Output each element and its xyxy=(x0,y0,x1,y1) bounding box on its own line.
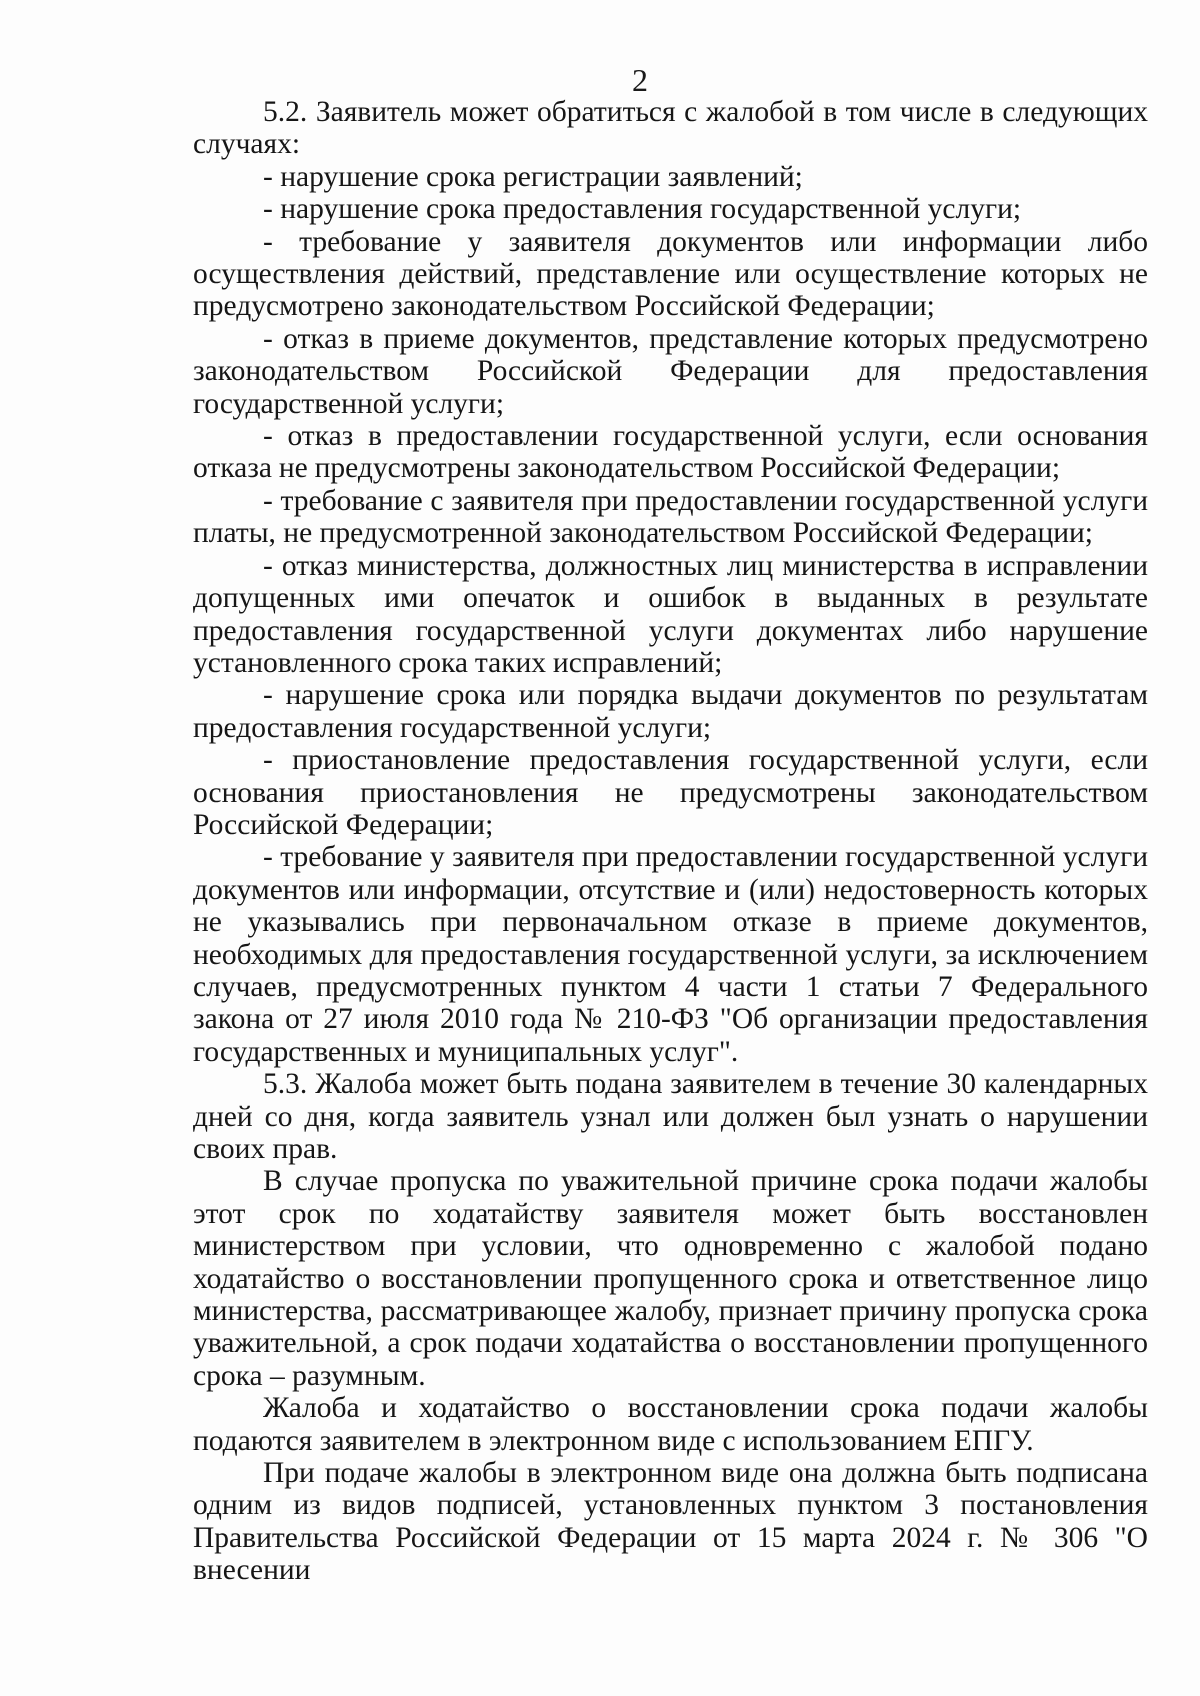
paragraph-signature-requirement: При подаче жалобы в электронном виде она должна быть подписана одним из видов подписей, установленных пунктом 3 постановления Правительства Российской Федерации от 15 марта 2024 г. № 306 "О внесении xyxy=(193,1457,1148,1587)
list-item-fee-requirement: - требование с заявителя при предоставлении государственной услуги платы, не предусмотренной законодательством Российской Федерации; xyxy=(193,484,1148,550)
list-item-registration-deadline: - нарушение срока регистрации заявлений; xyxy=(263,160,803,193)
paragraph-electronic-submission: Жалоба и ходатайство о восстановлении срока подачи жалобы подаются заявителем в электронном виде с использованием ЕПГУ. xyxy=(193,1392,1148,1457)
page-number: 2 xyxy=(632,62,648,98)
list-item-refusal-acceptance: - отказ в приеме документов, представление которых предусмотрено законодательством Российской Федерации для предоставления государственной услуги; xyxy=(193,322,1148,420)
list-item-refusal-service: - отказ в предоставлении государственной услуги, если основания отказа не предусмотрены законодательством Российской Федерации; xyxy=(193,420,1148,485)
paragraph-5-2-intro: 5.2. Заявитель может обратиться с жалобой в том числе в следующих случаях: xyxy=(193,96,1148,161)
paragraph-deadline-restoration: В случае пропуска по уважительной причине срока подачи жалобы этот срок по ходатайству заявителя может быть восстановлен министерством при условии, что одновременно с жалобой подано ходатайство о восстановлении пропущенного срока и ответственное лицо министерства, рассматривающее жалобу, признает причину пропуска срока уважительной, а срок подачи ходатайства о восстановлении пропущенного срока – разумным. xyxy=(193,1165,1148,1392)
list-item-missing-documents: - требование у заявителя при предоставлении государственной услуги документов или информации, отсутствие и (или) недостоверность которых не указывались при первоначальном отказе в приеме документов, необходимых для предоставления государственной услуги, за исключением случаев, предусмотренных пунктом 4 части 1 статьи 7 Федерального закона от 27 июля 2010 года № 210-ФЗ "Об организации предоставления государственных и муниципальных услуг". xyxy=(193,841,1148,1068)
document-body xyxy=(193,96,1148,1587)
list-item-service-deadline: - нарушение срока предоставления государственной услуги; xyxy=(263,193,1022,226)
list-item-suspension: - приостановление предоставления государственной услуги, если основания приостановления не предусмотрены законодательством Российской Федерации; xyxy=(193,744,1148,841)
list-item-correction-refusal: - отказ министерства, должностных лиц министерства в исправлении допущенных ими опечаток и ошибок в выданных в результате предоставления государственной услуги документах либо нарушение установленного срока таких исправлений; xyxy=(193,549,1148,679)
paragraph-5-3-deadline: 5.3. Жалоба может быть подана заявителем в течение 30 календарных дней со дня, когда заявитель узнал или должен был узнать о нарушении своих прав. xyxy=(193,1068,1148,1165)
list-item-excess-documents: - требование у заявителя документов или информации либо осуществления действий, представление или осуществление которых не предусмотрено законодательством Российской Федерации; xyxy=(193,225,1148,323)
list-item-issuance-violation: - нарушение срока или порядка выдачи документов по результатам предоставления государственной услуги; xyxy=(193,679,1148,744)
